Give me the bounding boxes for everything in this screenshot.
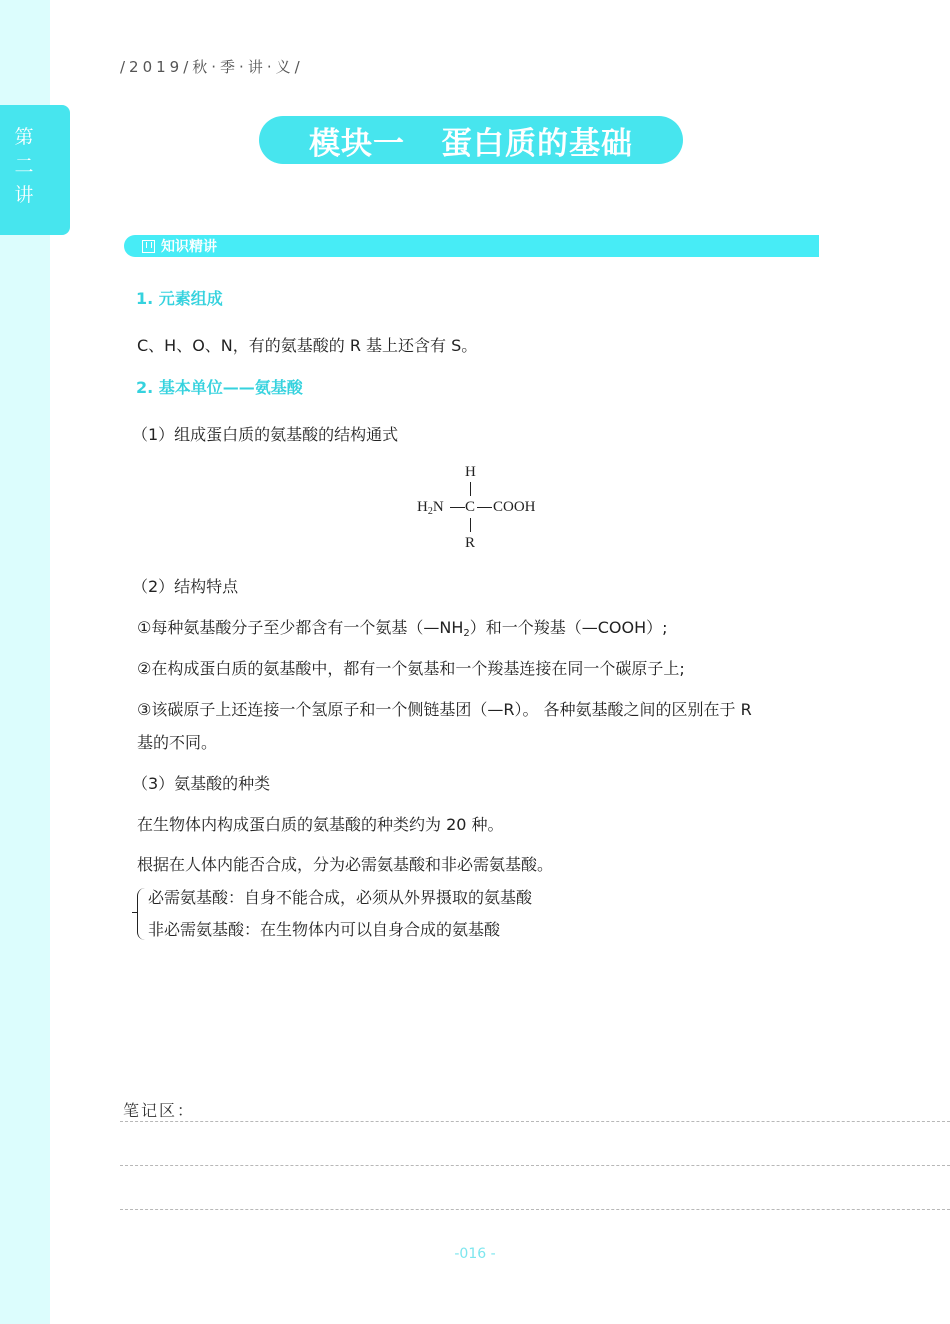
amino-acid-structural-formula bbox=[400, 460, 560, 560]
element-composition-text: C、H、O、N，有的氨基酸的 R 基上还含有 S。 bbox=[137, 336, 478, 355]
formula-left-group bbox=[417, 499, 444, 517]
chapter-side-tab bbox=[0, 105, 70, 235]
heading-element-composition: 1. 元素组成 bbox=[136, 289, 223, 308]
formula-top-h: H bbox=[465, 464, 476, 480]
module-title-banner bbox=[259, 116, 683, 164]
side-tab-char: 第 bbox=[14, 126, 34, 148]
side-tab-char: 讲 bbox=[14, 184, 34, 206]
formula-bottom-r: R bbox=[465, 535, 476, 551]
feature-item-1 bbox=[137, 615, 668, 639]
notes-line bbox=[120, 1121, 950, 1122]
notes-line bbox=[120, 1209, 950, 1210]
notes-area-label: 笔记区： bbox=[123, 1101, 196, 1120]
essential-amino-acid-def: 必需氨基酸：自身不能合成，必须从外界摄取的氨基酸 bbox=[148, 888, 533, 907]
feature-item-1-b: ）和一个羧基（—COOH）; bbox=[469, 618, 668, 637]
formula-bond-top bbox=[470, 482, 471, 496]
formula-center-c: C bbox=[465, 499, 476, 515]
feature-item-3-line1: ③该碳原子上还连接一个氢原子和一个侧链基团（—R）。 各种氨基酸之间的区别在于 R bbox=[137, 700, 752, 719]
feature-item-3-line2: 基的不同。 bbox=[137, 733, 218, 752]
notes-line bbox=[120, 1165, 950, 1166]
side-tab-char: 二 bbox=[14, 155, 34, 177]
module-title: 蛋白质的基础 bbox=[441, 125, 633, 162]
bookmark-icon bbox=[142, 240, 155, 253]
feature-item-1-a: ①每种氨基酸分子至少都含有一个氨基（—NH bbox=[137, 618, 464, 637]
formula-right-cooh: COOH bbox=[493, 499, 536, 515]
module-label: 模块一 bbox=[309, 125, 405, 162]
formula-left-n: N bbox=[432, 499, 444, 515]
formula-bond-right bbox=[477, 507, 492, 508]
nonessential-amino-acid-def: 非必需氨基酸：在生物体内可以自身合成的氨基酸 bbox=[148, 920, 501, 939]
formula-left-h: H bbox=[417, 499, 428, 515]
heading-amino-acid-types: （3）氨基酸的种类 bbox=[132, 774, 271, 793]
formula-bond-bottom bbox=[470, 518, 471, 532]
heading-general-formula: （1）组成蛋白质的氨基酸的结构通式 bbox=[132, 425, 399, 444]
section-bar bbox=[124, 235, 819, 257]
heading-structure-features: （2）结构特点 bbox=[132, 577, 239, 596]
formula-left-sub: 2 bbox=[427, 506, 433, 517]
heading-basic-unit: 2. 基本单位——氨基酸 bbox=[136, 378, 303, 397]
page-number: -016 - bbox=[454, 1246, 496, 1262]
feature-item-2: ②在构成蛋白质的氨基酸中，都有一个氨基和一个羧基连接在同一个碳原子上; bbox=[137, 659, 685, 678]
classification-brace bbox=[137, 888, 146, 940]
section-label: 知识精讲 bbox=[161, 239, 217, 255]
types-text-1: 在生物体内构成蛋白质的氨基酸的种类约为 20 种。 bbox=[137, 815, 504, 834]
series-header: /2019/秋·季·讲·义/ bbox=[120, 58, 304, 76]
types-text-2: 根据在人体内能否合成，分为必需氨基酸和非必需氨基酸。 bbox=[137, 855, 554, 874]
feature-item-1-sub: 2 bbox=[463, 628, 470, 639]
formula-bond-left bbox=[450, 507, 465, 508]
